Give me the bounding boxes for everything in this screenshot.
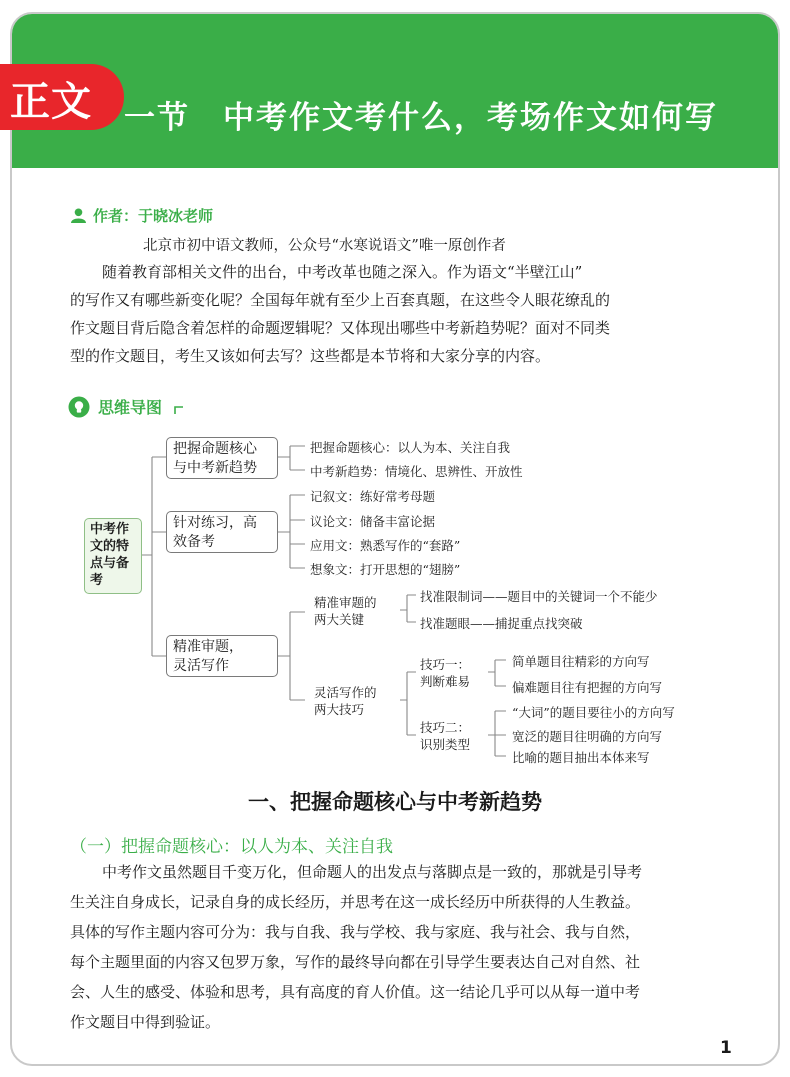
mindmap-leaf: 找准限制词——题目中的关键词一个不能少 <box>420 589 658 604</box>
mindmap-leaf: 宽泛的题目往明确的方向写 <box>512 729 663 744</box>
author-description: 北京市初中语文教师，公众号“水寒说语文”唯一原创作者 <box>143 238 506 254</box>
section-title: 一、把握命题核心与中考新趋势 <box>248 790 542 814</box>
subgroup-label-line: 两大技巧 <box>314 702 365 717</box>
technique-label-line: 技巧一： <box>420 657 471 672</box>
mindmap-leaf: 应用文：熟悉写作的“套路” <box>310 538 461 553</box>
intro-line: 型的作文题目，考生又该如何去写？这些都是本节将和大家分享的内容。 <box>70 347 551 365</box>
mindmap-root <box>84 518 142 594</box>
page-number: 1 <box>720 1038 732 1058</box>
root-line: 文的特 <box>90 539 130 554</box>
technique-label-line: 技巧二： <box>420 720 471 735</box>
body-line: 作文题目中得到验证。 <box>70 1013 221 1031</box>
mindmap-leaf: 比喻的题目抽出本体来写 <box>512 750 650 765</box>
intro-line: 随着教育部相关文件的出台，中考改革也随之深入。作为语文“半壁江山” <box>102 263 583 281</box>
mindmap-branch-3 <box>166 635 278 677</box>
subgroup-label-line: 灵活写作的 <box>314 685 377 700</box>
branch-label-line: 针对练习，高 <box>173 515 257 531</box>
root-line: 中考作 <box>90 522 130 537</box>
section-badge-label: 正文 <box>10 79 92 125</box>
mindmap-leaf: 简单题目往精彩的方向写 <box>512 654 650 669</box>
technique-label-line: 识别类型 <box>420 737 471 752</box>
mindmap-branch-2 <box>166 511 278 553</box>
mindmap-leaf: 中考新趋势：情境化、思辨性、开放性 <box>310 464 523 479</box>
mindmap-leaf: 议论文：储备丰富论据 <box>310 514 436 529</box>
mindmap-technique-2 <box>420 719 470 753</box>
mindmap-leaf: 偏难题目往有把握的方向写 <box>512 680 663 695</box>
mindmap-leaf: 记叙文：练好常考母题 <box>310 489 436 504</box>
mindmap-branch-1 <box>166 437 278 479</box>
body-line: 具体的写作主题内容可分为：我与自我、我与学校、我与家庭、我与社会、我与自然， <box>70 923 641 941</box>
branch-label-line: 与中考新趋势 <box>173 460 257 476</box>
author-label: 作者：于晓冰老师 <box>93 207 214 225</box>
body-line: 中考作文虽然题目千变万化，但命题人的出发点与落脚点是一致的，那就是引导考 <box>102 863 643 881</box>
subgroup-label-line: 精准审题的 <box>314 595 377 610</box>
intro-line: 作文题目背后隐含着怎样的命题逻辑呢？又体现出哪些中考新趋势呢？面对不同类 <box>70 319 611 337</box>
intro-line: 的写作又有哪些新变化呢？全国每年就有至少上百套真题，在这些令人眼花缭乱的 <box>70 291 611 309</box>
mindmap-subgroup-1 <box>314 594 377 628</box>
mindmap-leaf: “大词”的题目要往小的方向写 <box>512 705 675 720</box>
technique-label-line: 判断难易 <box>420 674 471 689</box>
chapter-title: 一节 中考作文考什么，考场作文如何写 <box>124 100 718 136</box>
section-subtitle: （一）把握命题核心：以人为本、关注自我 <box>70 837 393 857</box>
root-line: 点与备 <box>90 556 130 571</box>
mindmap-technique-1 <box>420 656 470 690</box>
mindmap-leaf: 想象文：打开思想的“翅膀” <box>310 562 461 577</box>
mindmap-leaf: 找准题眼——捕捉重点找突破 <box>420 616 583 631</box>
body-line: 每个主题里面的内容又包罗万象，写作的最终导向都在引导学生要表达自己对自然、社 <box>70 953 641 971</box>
mindmap-leaf: 把握命题核心：以人为本、关注自我 <box>310 440 511 455</box>
body-line: 会、人生的感受、体验和思考，具有高度的育人价值。这一结论几乎可以从每一道中考 <box>70 983 641 1001</box>
branch-label-line: 效备考 <box>173 534 215 550</box>
body-line: 生关注自身成长，记录自身的成长经历，并思考在这一成长经历中所获得的人生教益。 <box>70 893 641 911</box>
mindmap-subgroup-2 <box>314 684 377 718</box>
branch-label-line: 精准审题， <box>173 639 243 655</box>
mindmap-title: 思维导图 <box>98 398 163 417</box>
branch-label-line: 把握命题核心 <box>173 441 257 457</box>
branch-label-line: 灵活写作 <box>173 658 229 674</box>
subgroup-label-line: 两大关键 <box>314 612 365 627</box>
root-line: 考 <box>90 573 104 588</box>
